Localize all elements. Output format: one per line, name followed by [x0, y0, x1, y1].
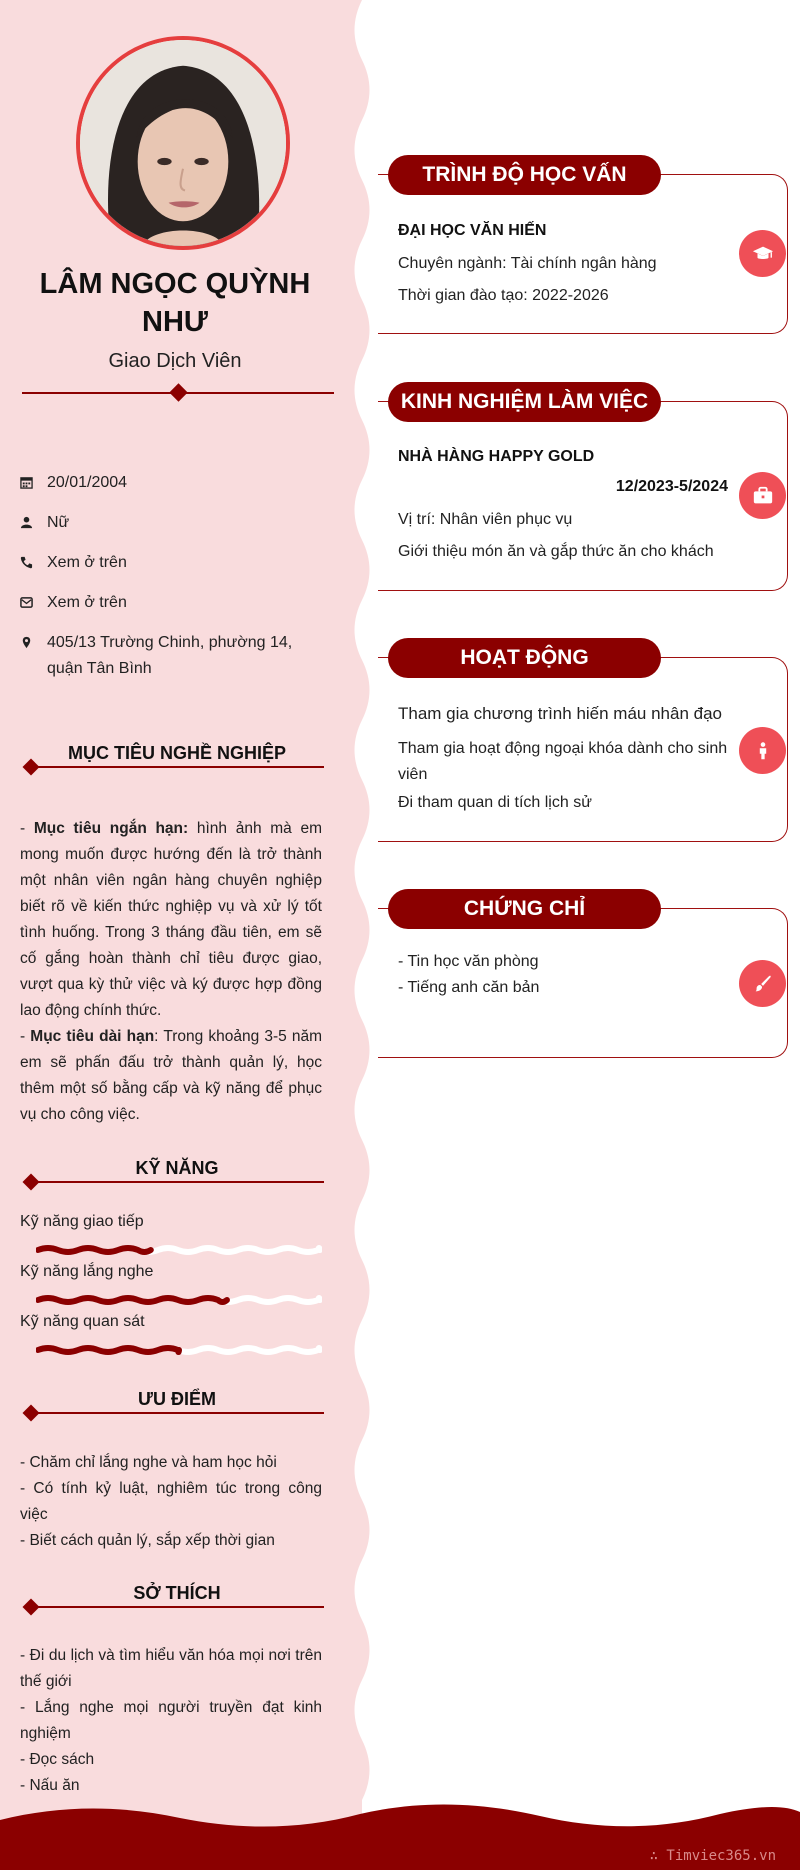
- birthdate-text: 20/01/2004: [47, 474, 128, 491]
- list-item: - Đọc sách: [20, 1751, 95, 1768]
- contact-birthdate: [20, 470, 317, 496]
- activity-item: Đi tham quan di tích lịch sử: [398, 794, 592, 811]
- education-major: Chuyên ngành: Tài chính ngân hàng: [398, 255, 657, 272]
- section-line: [28, 766, 324, 768]
- long-term-label: Mục tiêu dài hạn: [30, 1028, 155, 1045]
- skill-label: Kỹ năng giao tiếp: [20, 1213, 144, 1230]
- skill-bar-graphic: [36, 1244, 322, 1256]
- skill-bar-fill: [38, 1298, 227, 1302]
- certificate-item: - Tin học văn phòng: [398, 953, 539, 970]
- skills-heading: [22, 1158, 324, 1188]
- education-heading: TRÌNH ĐỘ HỌC VẤN: [388, 155, 661, 195]
- skill-bar-graphic: [36, 1344, 322, 1356]
- phone-text: Xem ở trên: [47, 554, 127, 571]
- objective-text: [20, 816, 322, 1128]
- skill-bar: [36, 1344, 322, 1356]
- skill-bar-fill: [38, 1248, 151, 1252]
- objective-heading-text: MỤC TIÊU NGHỀ NGHIỆP: [67, 743, 286, 763]
- calendar-icon: [20, 470, 47, 496]
- skill-bar-graphic: [36, 1294, 322, 1306]
- section-line: [28, 1181, 324, 1183]
- activities-heading: HOẠT ĐỘNG: [388, 638, 661, 678]
- list-item: - Có tính kỷ luật, nghiêm túc trong công việc: [20, 1480, 322, 1523]
- experience-box: [378, 401, 788, 591]
- person-icon: [739, 727, 786, 774]
- skill-bar: [36, 1244, 322, 1256]
- brush-icon: [739, 960, 786, 1007]
- list-item: - Đi du lịch và tìm hiểu văn hóa mọi nơi trên thế giới: [20, 1647, 322, 1690]
- company-name: NHÀ HÀNG HAPPY GOLD: [398, 448, 595, 465]
- user-icon: [20, 510, 47, 536]
- school-name: ĐẠI HỌC VĂN HIẾN: [398, 222, 547, 239]
- skill-label: Kỹ năng quan sát: [20, 1313, 145, 1330]
- watermark-text: Timviec365.vn: [666, 1848, 776, 1864]
- address-text: 405/13 Trường Chinh, phường 14, quận Tân Bình: [47, 634, 293, 677]
- education-box: [378, 174, 788, 334]
- long-prefix: -: [20, 1028, 31, 1045]
- watermark: ∴ Timviec365.vn: [649, 1848, 776, 1864]
- strengths-heading-text: ƯU ĐIỂM: [138, 1389, 216, 1409]
- experience-heading: KINH NGHIỆM LÀM VIỆC: [388, 382, 661, 422]
- email-text: Xem ở trên: [47, 594, 127, 611]
- education-period: Thời gian đào tạo: 2022-2026: [398, 287, 609, 304]
- contact-address: [20, 630, 317, 682]
- candidate-name: LÂM NGỌC QUỲNH NHƯ: [39, 268, 311, 338]
- short-prefix: -: [20, 820, 34, 837]
- activity-item: Tham gia chương trình hiến máu nhân đạo: [398, 704, 723, 723]
- hobbies-heading: [22, 1583, 324, 1613]
- list-item: - Nấu ăn: [20, 1777, 80, 1794]
- hobbies-heading-text: SỞ THÍCH: [133, 1583, 221, 1603]
- phone-icon: [20, 550, 47, 576]
- contact-phone: [20, 550, 317, 576]
- short-term-text: hình ảnh mà em mong muốn được hướng đến là trở thành một nhân viên ngân hàng chuyên nghiệp biết rõ về kiến thức nghiệp vụ và xử lý tốt tình huống. Trong 3 tháng đầu tiên, em sẽ cố gắng hoàn thành chỉ tiêu được giao, vượt qua kỳ thử việc và ký được hợp đồng lao động chính thức.: [20, 820, 322, 1019]
- experience-period: 12/2023-5/2024: [615, 478, 728, 495]
- list-item: - Chăm chỉ lắng nghe và ham học hỏi: [20, 1454, 277, 1471]
- certificates-heading: CHỨNG CHỈ: [388, 889, 661, 929]
- short-term-label: Mục tiêu ngắn hạn:: [33, 820, 189, 837]
- skill-bar: [36, 1294, 322, 1306]
- experience-position: Vị trí: Nhân viên phục vụ: [398, 511, 573, 528]
- briefcase-icon: [739, 472, 786, 519]
- section-line: [28, 1412, 324, 1414]
- list-item: - Lắng nghe mọi người truyền đạt kinh nghiệm: [20, 1699, 322, 1742]
- skills-heading-text: KỸ NĂNG: [135, 1158, 219, 1178]
- experience-description: Giới thiệu món ăn và gắp thức ăn cho khách: [398, 543, 714, 560]
- list-item: - Biết cách quản lý, sắp xếp thời gian: [20, 1532, 275, 1549]
- long-term-text: : Trong khoảng 3-5 năm em sẽ phấn đấu trở thành quản lý, học thêm một số bằng cấp và kỹ năng để phục vụ cho công việc.: [20, 1028, 323, 1123]
- location-icon: [20, 630, 47, 682]
- hobbies-list: [20, 1643, 322, 1799]
- job-title: Giao Dịch Viên: [108, 350, 242, 372]
- activity-item: Tham gia hoạt động ngoại khóa dành cho sinh viên: [398, 740, 728, 783]
- strengths-heading: [22, 1389, 324, 1419]
- section-line: [28, 1606, 324, 1608]
- email-icon: [20, 590, 47, 616]
- contact-email: [20, 590, 317, 616]
- objective-heading: [22, 743, 324, 773]
- graduation-cap-icon: [739, 230, 786, 277]
- avatar: [76, 36, 290, 250]
- contact-gender: [20, 510, 317, 536]
- gender-text: Nữ: [47, 514, 70, 531]
- skill-label: Kỹ năng lắng nghe: [20, 1263, 154, 1280]
- strengths-list: [20, 1450, 322, 1554]
- skill-bar-fill: [38, 1348, 179, 1352]
- certificate-item: - Tiếng anh căn bản: [398, 979, 540, 996]
